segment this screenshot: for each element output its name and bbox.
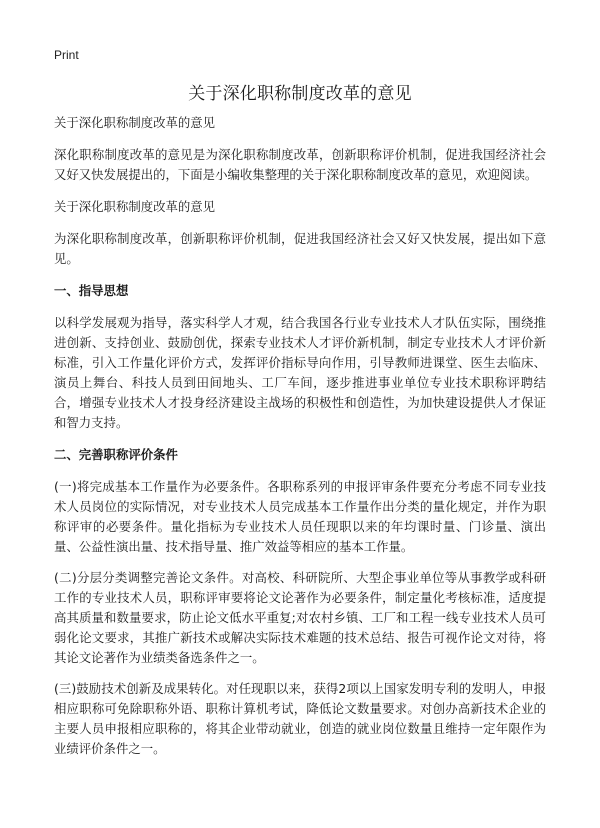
condition-item-innovation: (三)鼓励技术创新及成果转化。对任现职以来，获得2项以上国家发明专利的发明人，申报相应职称可免除职称外语、职称计算机考试，降低论文数量要求。对创办高新技术企业的主要人员申报相应职称的，将其企业带动就业，创造的就业岗位数量且维持一定年限作为业绩评价条件之一。 bbox=[54, 681, 546, 756]
print-link[interactable]: Print bbox=[54, 48, 79, 62]
article-subtitle: 关于深化职称制度改革的意见 bbox=[54, 115, 216, 130]
condition-item-papers: (二)分层分类调整完善论文条件。对高校、科研院所、大型企事业单位等从事教学或科研工作的专业技术人员，职称评审要将论文论著作为必要条件，制定量化考核标准，适度提高其质量和数量要求，防止论文低水平重复;对农村乡镇、工厂和工程一线专业技术人员可弱化论文要求，其推广新技术或解决实际技术难题的技术总结、报告可视作论文对待，将其论文论著作为业绩类备选条件之一。 bbox=[54, 570, 546, 665]
section-heading-evaluation-conditions: 二、完善职称评价条件 bbox=[54, 447, 178, 462]
intro-paragraph: 深化职称制度改革的意见是为深化职称制度改革，创新职称评价机制，促进我国经济社会又好又快发展提出的，下面是小编收集整理的关于深化职称制度改革的意见，欢迎阅读。 bbox=[54, 147, 546, 182]
section-heading-guiding-ideology: 一、指导思想 bbox=[54, 283, 129, 298]
preface-paragraph: 为深化职称制度改革，创新职称评价机制，促进我国经济社会又好又快发展，提出如下意见。 bbox=[54, 231, 546, 266]
condition-item-workload: (一)将完成基本工作量作为必要条件。各职称系列的申报评审条件要充分考虑不同专业技术人员岗位的实际情况，对专业技术人员完成基本工作量作出分类的量化规定，并作为职称评审的必要条件。量化指标为专业技术人员任现职以来的年均课时量、门诊量、演出量、公益性演出量、技术指导量、推广效益等相应的基本工作量。 bbox=[54, 479, 546, 554]
guiding-ideology-paragraph: 以科学发展观为指导，落实科学人才观，结合我国各行业专业技术人才队伍实际，围绕推进创新、支持创业、鼓励创优，探索专业技术人才评价新机制，制定专业技术人才评价新标准，引入工作量化评价方式，发挥评价指标导向作用，引导教师进课堂、医生去临床、演员上舞台、科技人员到田间地头、工厂车间，逐步推进事业单位专业技术职称评聘结合，增强专业技术人才投身经济建设主战场的积极性和创造性，为加快建设提供人才保证和智力支持。 bbox=[54, 315, 546, 430]
page-title: 关于深化职称制度改革的意见 bbox=[188, 84, 412, 104]
article-subtitle-repeat: 关于深化职称制度改革的意见 bbox=[54, 199, 216, 214]
